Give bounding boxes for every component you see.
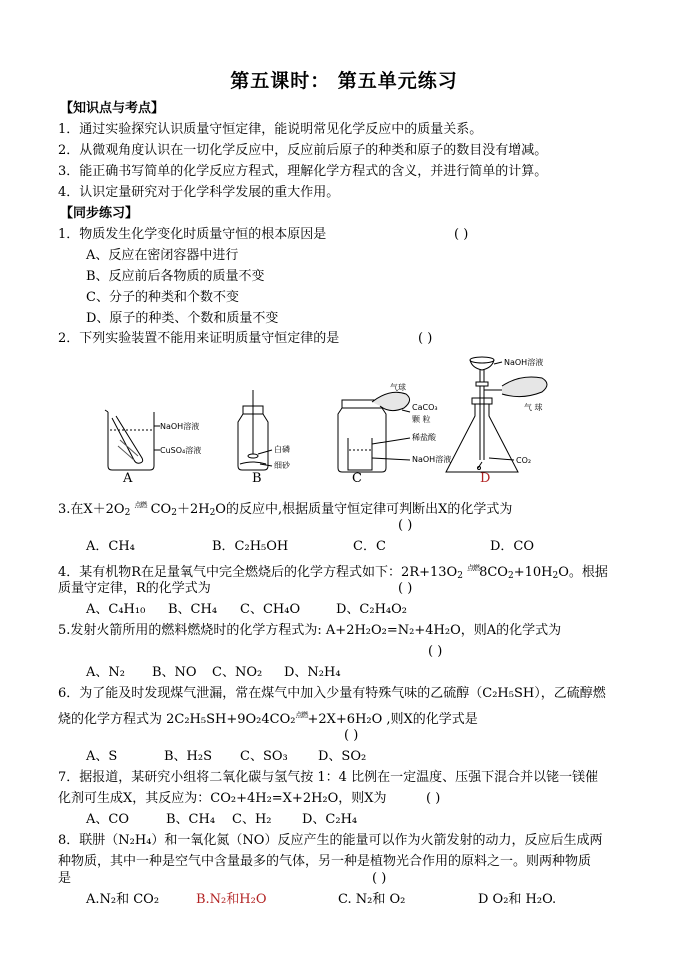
question-7-line-2: 化剂可生成X，其反应为：CO₂+4H₂=X+2H₂O，则X为	[58, 791, 387, 806]
answer-blank-7: ( )	[426, 791, 441, 806]
label-granules: 颗 粒	[412, 415, 431, 424]
knowledge-point-4: 4．认识定量研究对于化学科学发展的重大作用。	[58, 185, 340, 200]
q3-eq-part: O的反应中,根据质量守恒定律可判断出X的化学式为	[215, 502, 513, 517]
q3-option-a: A．CH₄	[86, 539, 135, 554]
question-6-stem: 6．为了能及时发现煤气泄漏，常在煤气中加入少量有特殊气味的乙硫醇（C₂H₅SH），乙硫醇燃	[58, 686, 606, 701]
label-fine-sand: 细砂	[274, 461, 290, 470]
answer-blank-5: ( )	[428, 644, 443, 659]
q4-eq-part: O。根据	[558, 565, 608, 580]
apparatus-label-b: B	[252, 471, 262, 486]
q3-option-d: D．CO	[490, 539, 535, 554]
q3-eq-part: ＋2H	[176, 502, 210, 517]
q1-option-b: B、反应前后各物质的质量不变	[86, 269, 265, 284]
question-8-line-3: 是	[58, 871, 72, 886]
q4-option-c: C、CH₄O	[240, 602, 301, 617]
q4-eq-part: 8CO	[479, 565, 508, 580]
q3-eq-part: CO	[150, 502, 172, 517]
knowledge-point-3: 3．能正确书写简单的化学反应方程式，理解化学方程式的含义，并进行简单的计算。	[58, 164, 548, 179]
q6-eq-part: +2X+6H₂O ,则X的化学式是	[307, 712, 478, 727]
q6-option-d: D、SO₂	[318, 749, 367, 764]
q6-option-a: A、S	[86, 749, 118, 764]
question-8-stem: 8．联肼（N₂H₄）和一氧化氮（NO）反应产生的能量可以作为火箭发射的动力，反应后生成两	[58, 833, 603, 848]
q4-eq-part: +10H	[513, 565, 553, 580]
answer-blank-6: ( )	[344, 728, 359, 743]
q6-condition: 点燃	[295, 711, 308, 719]
knowledge-point-2: 2．从微观角度认识在一切化学反应中，反应前后原子的种类和原子的数目没有增减。	[58, 143, 548, 158]
q6-option-b: B、H₂S	[164, 749, 213, 764]
q3-eq-part: 3.在X＋2O	[58, 502, 125, 517]
q4-option-b: B、CH₄	[168, 602, 218, 617]
label-co2: CO₂	[516, 456, 532, 465]
label-naoh-solution-a: NaOH溶液	[160, 422, 200, 431]
answer-blank-8: ( )	[372, 871, 387, 886]
question-6-line-2	[58, 706, 478, 729]
answer-blank-4: ( )	[398, 581, 413, 596]
q5-option-a: A、N₂	[86, 665, 125, 680]
q5-option-d: D、N₂H₄	[284, 665, 341, 680]
apparatus-label-c: C	[352, 471, 362, 486]
knowledge-point-1: 1．通过实验探究认识质量守恒定律，能说明常见化学反应中的质量关系。	[58, 122, 483, 137]
q6-eq-part: 烧的化学方程式为 2C₂H₅SH+9O₂4CO₂	[58, 712, 296, 727]
q8-option-b: B.N₂和H₂O	[196, 892, 267, 907]
answer-blank-3: ( )	[398, 518, 413, 533]
apparatus-d-conical-flask	[446, 357, 547, 472]
apparatus-b-flask	[238, 390, 272, 470]
question-3-stem: 3.在$X+2O_2$ $^{点燃}$ $CO_2+2H_2O$的反应中,根据质量守恒定律可判断出X的化学式为	[58, 501, 513, 518]
question-4-line-2: 质量守定律，R的化学式为	[58, 581, 211, 596]
apparatus-label-d: D	[480, 471, 491, 486]
question-1-stem: 1．物质发生化学变化时质量守恒的根本原因是	[58, 227, 327, 242]
question-4-stem: 4．某有机物R在足量氧气中完全燃烧后的化学方程式如下：$2R+13O_2$ $^{点燃}8CO_2+10H_2O$。根据	[58, 564, 608, 581]
answer-blank-1: ( )	[454, 227, 469, 242]
label-balloon-c: 气球	[390, 383, 406, 392]
q3-option-b: B．C₂H₅OH	[212, 539, 289, 554]
label-balloon-d: 气 球	[524, 403, 543, 412]
apparatus-a-beaker	[105, 410, 160, 470]
q5-option-b: B、NO	[152, 665, 197, 680]
q4-option-d: D、C₂H₄O₂	[336, 602, 407, 617]
q4-eq-part: 4．某有机物R在足量氧气中完全燃烧后的化学方程式如下：2R+13O	[58, 565, 458, 580]
page-title: 第五课时： 第五单元练习	[230, 70, 458, 92]
question-8-line-2: 种物质，其中一种是空气中含量最多的气体，另一种是植物光合作用的原料之一。则两种物质	[58, 854, 592, 869]
q3-condition: 点燃	[134, 501, 147, 509]
label-naoh-solution-d: NaOH溶液	[504, 358, 544, 367]
q8-option-c: C. N₂和 O₂	[338, 892, 406, 907]
question-5-stem: 5.发射火箭所用的燃料燃烧时的化学方程式为: A+2H₂O₂=N₂+4H₂O，则A的化学式为	[58, 623, 562, 638]
apparatus-c-jar	[338, 392, 410, 472]
q3-option-c: C．C	[353, 539, 386, 554]
section-heading-practice: 【同步练习】	[60, 206, 139, 221]
experiment-apparatus-figure	[90, 354, 570, 486]
section-heading-knowledge: 【知识点与考点】	[60, 101, 165, 116]
q7-option-d: D、C₂H₄	[302, 812, 358, 827]
q5-option-c: C、NO₂	[212, 665, 263, 680]
answer-blank-2: ( )	[418, 331, 433, 346]
q8-option-d: D O₂和 H₂O.	[478, 892, 557, 907]
question-7-stem: 7．据报道，某研究小组将二氧化碳与氢气按 1：4 比例在一定温度、压强下混合并以铑一镁催	[58, 770, 599, 785]
label-dilute-hcl: 稀盐酸	[412, 433, 436, 442]
q8-option-a: A.N₂和 CO₂	[86, 892, 160, 907]
q1-option-a: A、反应在密闭容器中进行	[86, 248, 239, 263]
q7-option-b: B、CH₄	[166, 812, 216, 827]
q6-option-c: C、SO₃	[240, 749, 288, 764]
q7-option-a: A、CO	[86, 812, 129, 827]
q4-condition: 点燃	[467, 564, 480, 572]
q7-option-c: C、H₂	[232, 812, 272, 827]
question-2-stem: 2．下列实验装置不能用来证明质量守恒定律的是	[58, 331, 340, 346]
label-naoh-solution-c: NaOH溶液	[412, 455, 452, 464]
label-white-phosphorus: 白磷	[274, 445, 290, 454]
label-cuso4-solution: CuSO₄溶液	[160, 446, 202, 455]
q4-option-a: A、C₄H₁₀	[86, 602, 146, 617]
apparatus-label-a: A	[123, 471, 133, 486]
q1-option-d: D、原子的种类、个数和质量不变	[86, 311, 279, 326]
label-caco3: CaCO₃	[412, 403, 438, 412]
q1-option-c: C、分子的种类和个数不变	[86, 290, 239, 305]
